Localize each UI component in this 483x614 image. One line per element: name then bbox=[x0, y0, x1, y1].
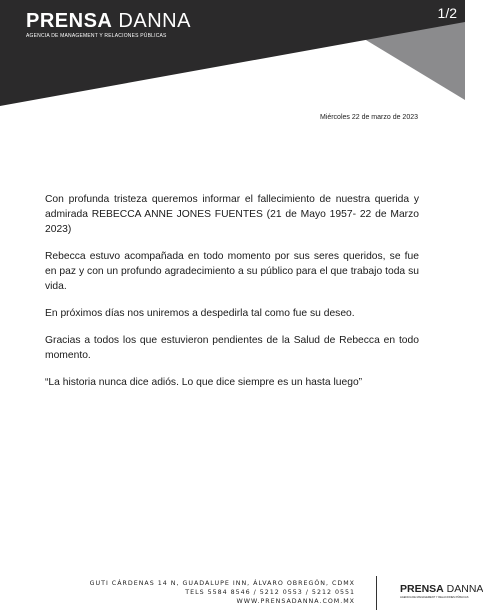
footer-logo-name: PRENSA DANNA bbox=[400, 583, 483, 595]
footer-contact bbox=[90, 579, 355, 606]
footer-logo-tagline: AGENCIA DE MANAGEMENT Y RELACIONES PÚBLICAS bbox=[400, 596, 469, 599]
footer-divider bbox=[376, 576, 377, 610]
body-paragraph: Con profunda tristeza queremos informar el fallecimiento de nuestra querida y admirada REBECCA ANNE JONES FUENTES (21 de Mayo 1957- 22 de Marzo 2023) bbox=[45, 194, 419, 235]
footer-phones: TELS 5584 8546 / 5212 0553 / 5212 0551 bbox=[185, 589, 355, 596]
footer-address: GUTI CÁRDENAS 14 N, GUADALUPE INN, ÁLVARO OBREGÓN, CDMX bbox=[89, 580, 355, 587]
document-body bbox=[45, 192, 419, 402]
header-logo-name: PRENSA DANNA bbox=[26, 10, 191, 32]
body-paragraph: Gracias a todos los que estuvieron pendientes de la Salud de Rebecca en todo momento. bbox=[45, 335, 419, 361]
footer-logo bbox=[400, 583, 483, 599]
body-paragraph: En próximos días nos uniremos a despedirla tal como fue su deseo. bbox=[45, 308, 355, 319]
header-logo-tagline: AGENCIA DE MANAGEMENT Y RELACIONES PÚBLICAS bbox=[26, 33, 167, 39]
header-logo bbox=[26, 10, 191, 39]
page-number: 1/2 bbox=[437, 5, 457, 21]
body-paragraph: Rebecca estuvo acompañada en todo momento por sus seres queridos, se fue en paz y con un profundo agradecimiento a su público para el que trabajo toda su vida. bbox=[45, 251, 419, 292]
document-date: Miércoles 22 de marzo de 2023 bbox=[319, 114, 418, 121]
closing-quote: “La historia nunca dice adiós. Lo que dice siempre es un hasta luego” bbox=[45, 377, 363, 388]
footer-website: WWW.PRENSADANNA.COM.MX bbox=[236, 598, 355, 605]
